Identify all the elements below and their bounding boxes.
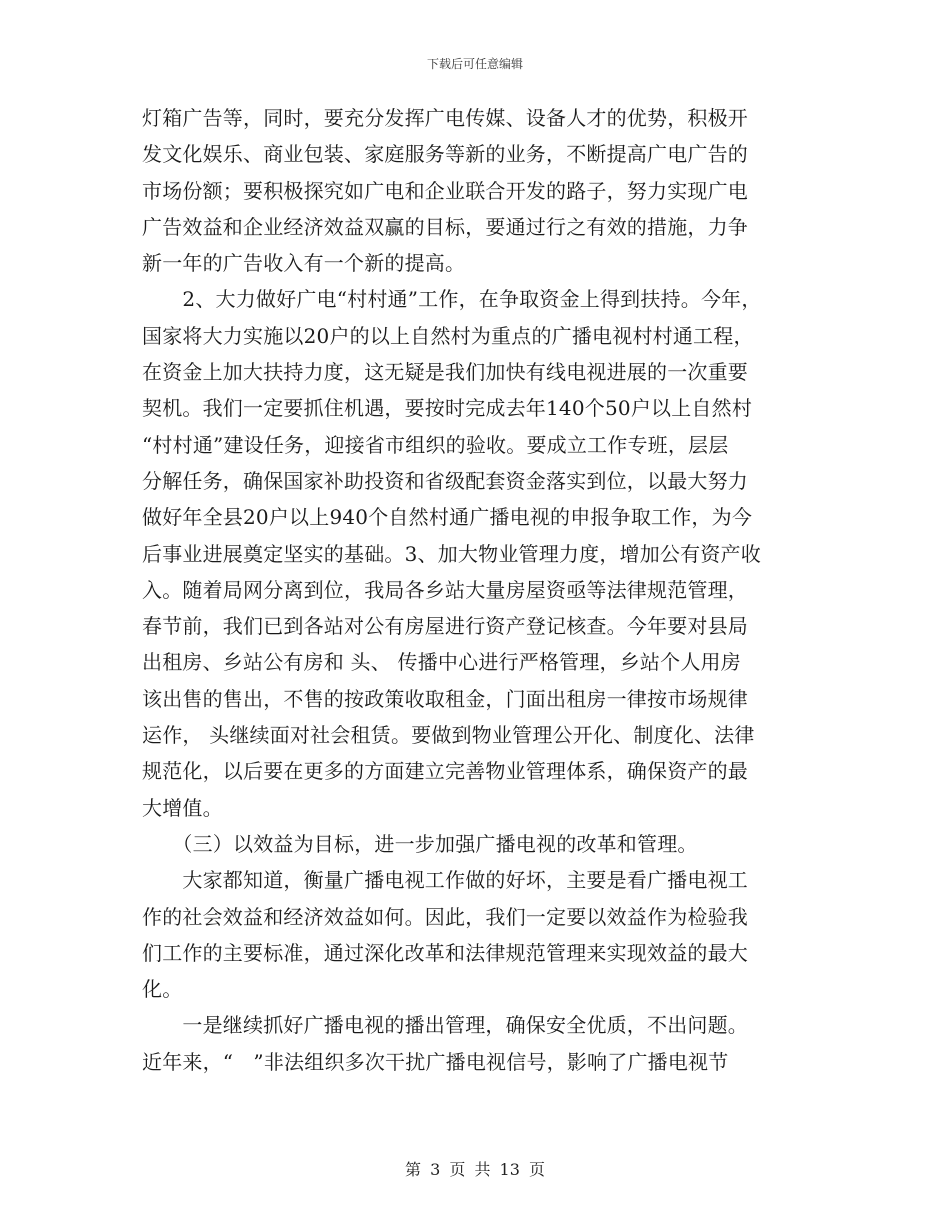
text-line: “村村通”建设任务，迎接省市组织的验收。要成立工作专班，层层	[142, 432, 729, 457]
text-line: 灯箱广告等，同时，要充分发挥广电传媒、设备人才的优势，积极开	[142, 106, 748, 130]
text-line: 市场份额；要积极探究如广电和企业联合开发的路子，努力实现广电	[142, 178, 748, 203]
text-line: （三）以效益为目标，进一步加强广播电视的改革和管理。	[142, 831, 698, 856]
text-line: 们工作的主要标准，通过深化改革和法律规范管理来实现效益的最大	[142, 940, 748, 965]
text-line: 做好年全县20户以上940个自然村通广播电视的申报争取工作，为今	[142, 505, 753, 530]
text-line: 该出售的售出，不售的按政策收取租金，门面出租房一律按市场规律	[142, 686, 748, 711]
text-line: 大家都知道，衡量广播电视工作做的好坏，主要是看广播电视工	[142, 868, 748, 893]
text-line: 广告效益和企业经济效益双赢的目标，要通过行之有效的措施，力争	[142, 214, 748, 239]
text-line: 作的社会效益和经济效益如何。因此，我们一定要以效益作为检验我	[142, 904, 748, 929]
text-line: 春节前，我们已到各站对公有房屋进行资产登记核查。今年要对县局	[142, 614, 748, 639]
document-body	[142, 100, 814, 1080]
text-line: 近年来，“ ”非法组织多次干扰广播电视信号，影响了广播电视节	[142, 1049, 729, 1074]
text-line: 发文化娱乐、商业包装、家庭服务等新的业务，不断提高广电广告的	[142, 142, 748, 167]
text-line: 一是继续抓好广播电视的播出管理，确保安全优质，不出问题。	[142, 1013, 748, 1038]
text-line: 在资金上加大扶持力度，这无疑是我们加快有线电视进展的一次重要	[142, 360, 748, 385]
text-line: 规范化，以后要在更多的方面建立完善物业管理体系，确保资产的最	[142, 759, 748, 784]
text-line: 契机。我们一定要抓住机遇，要按时完成去年140个50户以上自然村	[142, 396, 753, 421]
text-line: 大增值。	[142, 795, 223, 820]
text-line: 国家将大力实施以20户的以上自然村为重点的广播电视村村通工程，	[142, 323, 754, 348]
text-line: 分解任务，确保国家补助投资和省级配套资金落实到位，以最大努力	[142, 468, 748, 493]
page-header: 下载后可任意编辑	[426, 57, 523, 71]
page-footer: 第 3 页 共 13 页	[405, 1160, 545, 1179]
text-line: 后事业进展奠定坚实的基础。3、加大物业管理力度，增加公有资产收	[142, 541, 761, 566]
text-line: 新一年的广告收入有一个新的提高。	[142, 251, 466, 276]
text-line: 2、大力做好广电“村村通”工作，在争取资金上得到扶持。今年，	[142, 287, 762, 312]
text-line: 入。随着局网分离到位，我局各乡站大量房屋资亟等法律规范管理，	[142, 577, 748, 602]
text-line: 化。	[142, 977, 183, 1002]
text-line: 运作， 头继续面对社会租赁。要做到物业管理公开化、制度化、法律	[142, 723, 755, 748]
text-line: 出租房、乡站公有房和 头、 传播中心进行严格管理，乡站个人用房	[142, 650, 741, 675]
